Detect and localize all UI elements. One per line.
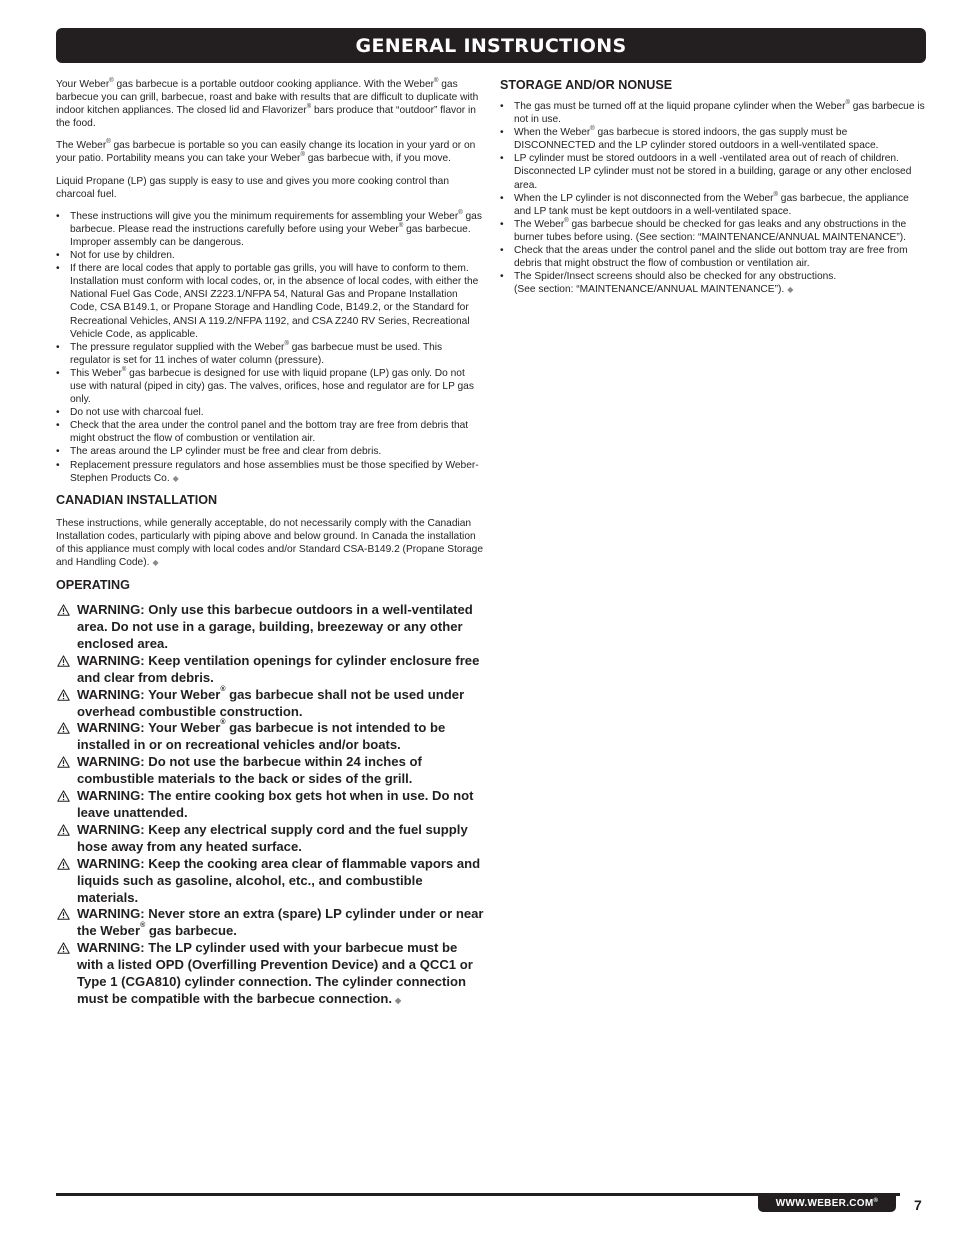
warning-triangle-icon [57,655,70,667]
intro-paragraph-2: The Weber® gas barbecue is portable so you can easily change its location in your yard or on your patio. Portability means you can take your Weber® gas barbecue with, if you move. [56,139,476,165]
warning-item: WARNING: The entire cooking box gets hot when in use. Do not leave unattended. [56,788,484,822]
warning-item: WARNING: Do not use the barbecue within 24 inches of combustible materials to the back or sides of the grill. [56,754,484,788]
end-diamond-icon: ◆ [395,995,402,1005]
warning-triangle-icon [57,756,70,768]
page-title: GENERAL INSTRUCTIONS [355,34,627,57]
end-diamond-icon: ◆ [152,558,159,567]
list-item: • The Weber® gas barbecue should be checked for gas leaks and any obstructions in the burner tubes before using. (See section: “MAINTENANCE/ANNUAL MAINTENANCE”). [500,217,907,243]
warning-item: WARNING: The LP cylinder used with your barbecue must be with a listed OPD (Overfilling Prevention Device) and a QCC1 or Type 1 (CGA810) cylinder connection. The cylinder connection must be compatible with the barbecue connection. ◆ [56,940,484,1010]
operating-heading: OPERATING [56,578,130,593]
list-item: • When the Weber® gas barbecue is stored indoors, the gas supply must be DISCONNECTED and the LP cylinder stored outdoors in a well-ventilated space. [500,126,879,152]
list-item: • The gas must be turned off at the liquid propane cylinder when the Weber® gas barbecue is not in use. [500,100,925,126]
warning-item: WARNING: Keep any electrical supply cord and the fuel supply hose away from any heated surface. [56,822,484,856]
list-item: • This Weber® gas barbecue is designed for use with liquid propane (LP) gas only. Do not use with natural (piped in city) gas. The valves, orifices, hose and regulator are for LP gas only. [56,366,474,406]
list-item: • Check that the area under the control panel and the bottom tray are free from debris that might obstruct the flow of combustion or ventilation air. [56,420,469,445]
list-item: • The areas around the LP cylinder must be free and clear from debris. [56,446,382,458]
intro-paragraph-1: Your Weber® gas barbecue is a portable outdoor cooking appliance. With the Weber® gas barbecue you can grill, barbecue, roast and bake with results that are difficult to duplicate with indoor kitchen appliances. The closed lid and Flavorizer® bars produce that “outdoor” flavor in the food. [56,78,479,130]
warning-triangle-icon [57,824,70,836]
warning-triangle-icon [57,722,70,734]
warning-item: WARNING: Never store an extra (spare) LP cylinder under or near the Weber® gas barbecue. [56,906,484,940]
warning-item: WARNING: Only use this barbecue outdoors in a well-ventilated area. Do not use in a garage, building, breezeway or any other enclosed area. [56,602,484,653]
warning-item: WARNING: Keep ventilation openings for cylinder enclosure free and clear from debris. [56,653,484,687]
warning-item: WARNING: Your Weber® gas barbecue shall not be used under overhead combustible construction. [56,687,484,721]
end-diamond-icon: ◆ [787,285,794,295]
warning-triangle-icon [57,942,70,954]
warning-triangle-icon [57,689,70,701]
intro-bullet-list [56,210,484,485]
warning-triangle-icon [57,790,70,802]
list-item: • The pressure regulator supplied with the Weber® gas barbecue must be used. This regulator is set for 11 inches of water column (pressure). [56,340,443,366]
list-item: • Do not use with charcoal fuel. [56,407,204,419]
list-item: • Check that the areas under the control panel and the slide out bottom tray are free from debris that might obstruct the flow of combustion or ventilation air. [500,245,908,270]
right-column [500,78,928,304]
warning-item: WARNING: Keep the cooking area clear of flammable vapors and liquids such as gasoline, alcohol, etc., and combustible materials. [56,856,484,907]
warning-triangle-icon [57,604,70,616]
list-item: • LP cylinder must be stored outdoors in a well -ventilated area out of reach of children. Disconnected LP cylinder must not be stored in a building, garage or any other enclosed area. [500,153,912,191]
section-header-bar [56,28,926,63]
list-item: • Replacement pressure regulators and hose assemblies must be those specified by Weber-Stephen Products Co. ◆ [56,459,479,484]
warning-triangle-icon [57,908,70,920]
intro-paragraph-3: Liquid Propane (LP) gas supply is easy to use and gives you more cooking control than charcoal fuel. [56,175,450,200]
list-item: • Not for use by children. [56,250,175,262]
registered-mark: ® [109,78,114,84]
warning-item: WARNING: Your Weber® gas barbecue is not intended to be installed in or on recreational vehicles and/or boats. [56,720,484,754]
storage-bullet-list [500,100,928,296]
warning-triangle-icon [57,858,70,870]
footer-url-badge [758,1194,896,1212]
list-item: • These instructions will give you the minimum requirements for assembling your Weber® gas barbecue. Please read the instructions carefully before using your Weber® gas barbecue. Improper assembly can be dangerous. [56,209,482,248]
canadian-installation-text: These instructions, while generally acceptable, do not necessarily comply with the Canadian Installation codes, particularly with piping above and below ground. In Canada the installation of this appliance must comply with local codes and/or Standard CSA-B149.2 (Propane Storage and Handling Code). ◆ [56,517,483,568]
list-item: • If there are local codes that apply to portable gas grills, you will have to conform to them. Installation must conform with local codes, or, in the absence of local codes, with either the National Fuel Gas Code, ANSI Z223.1/NFPA 54, Natural Gas and Propane Installation Code, CSA B149.1, or Propane Storage and Handling Code, B149.2, or the Standard for Recreational Vehicles, ANSI A 119.2/NFPA 1192, and CSA Z240 RV Series, Recreational Vehicle Code, as applicable. [56,263,479,340]
page-number: 7 [914,1197,922,1213]
storage-heading: STORAGE AND/OR NONUSE [500,78,673,92]
list-item: • The Spider/Insect screens should also be checked for any obstructions. (See section: “MAINTENANCE/ANNUAL MAINTENANCE”). ◆ [500,271,837,296]
warning-list [56,602,484,1010]
left-column [56,78,484,1010]
list-item: • When the LP cylinder is not disconnected from the Weber® gas barbecue, the appliance and LP tank must be kept outdoors in a well-ventilated space. [500,191,909,217]
end-diamond-icon: ◆ [172,473,179,483]
canadian-installation-heading: CANADIAN INSTALLATION [56,492,218,507]
website-url: WWW.WEBER.COM® [775,1197,879,1209]
